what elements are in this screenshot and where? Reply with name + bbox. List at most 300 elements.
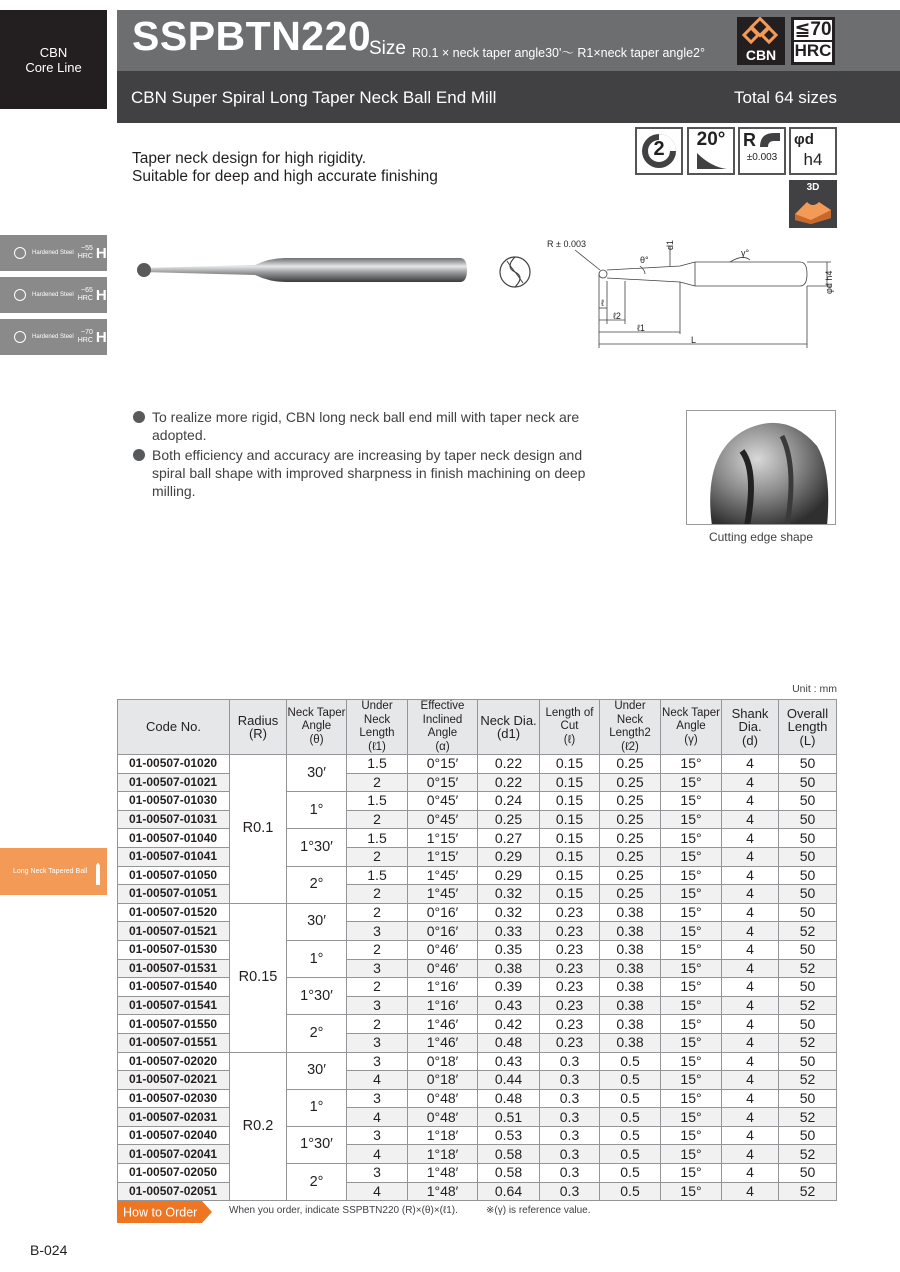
neck-dia-cell: 0.42 [478,1015,540,1034]
neck-taper-angle-cell: 1°30′ [287,978,347,1015]
effective-angle-cell: 0°18′ [408,1052,478,1071]
radius-cell: R0.15 [230,903,287,1052]
under-neck-length-cell: 4 [347,1145,408,1164]
table-row [118,1015,837,1034]
neck-dia-cell: 0.25 [478,810,540,829]
size-label: Size [369,38,406,59]
section-tab-long-neck-tapered-ball[interactable] [0,848,107,895]
under-neck-length-cell: 2 [347,940,408,959]
column-header-line: (θ) [309,733,324,746]
neck-dia-cell: 0.22 [478,773,540,792]
gamma-angle-cell: 15° [661,1033,722,1052]
description-line: Suitable for deep and high accurate finishing [132,168,438,185]
column-header [347,700,408,755]
length-of-cut-cell: 0.3 [540,1145,600,1164]
effective-angle-cell: 0°45′ [408,810,478,829]
column-header-line: (α) [435,740,450,753]
gamma-angle-cell: 15° [661,1089,722,1108]
table-row [118,922,837,941]
neck-taper-angle-cell: 30′ [287,903,347,940]
shank-dia-cell: 4 [722,1126,779,1145]
overall-length-cell: 50 [779,773,837,792]
shank-dia-cell: 4 [722,810,779,829]
under-neck-length2-cell: 0.5 [600,1071,661,1090]
under-neck-length2-cell: 0.38 [600,978,661,997]
column-header-line: Overall [786,705,829,721]
effective-angle-cell: 0°48′ [408,1089,478,1108]
shank-phi-d: φd [794,131,814,148]
overall-length-cell: 52 [779,1182,837,1201]
hrc-badge-unit: HRC [794,41,832,60]
gamma-angle-cell: 15° [661,1071,722,1090]
description-line: Taper neck design for high rigidity. [132,150,367,167]
code-no-cell: 01-00507-01550 [118,1015,230,1034]
helix-angle: 20° [696,129,726,150]
diagram-theta: θ° [640,255,649,265]
table-row [118,1145,837,1164]
neck-taper-angle-cell: 1°30′ [287,829,347,866]
column-header [661,700,722,755]
length-of-cut-cell: 0.15 [540,773,600,792]
overall-length-cell: 50 [779,1052,837,1071]
side-tab-cbn-core-line [0,10,107,109]
code-no-cell: 01-00507-02020 [118,1052,230,1071]
neck-dia-cell: 0.32 [478,885,540,904]
shank-dia-cell: 4 [722,1015,779,1034]
gamma-angle-cell: 15° [661,792,722,811]
hrc-material: Hardened Steel [32,334,74,340]
length-of-cut-cell: 0.23 [540,996,600,1015]
effective-angle-cell: 1°18′ [408,1126,478,1145]
neck-dia-cell: 0.43 [478,1052,540,1071]
code-no-cell: 01-00507-01050 [118,866,230,885]
table-row [118,1126,837,1145]
code-no-cell: 01-00507-02031 [118,1108,230,1127]
table-body [118,755,837,1201]
length-of-cut-cell: 0.15 [540,847,600,866]
under-neck-length-cell: 4 [347,1182,408,1201]
hrc-grade-65 [0,277,107,315]
how-to-order-badge [117,1201,212,1223]
under-neck-length2-cell: 0.38 [600,996,661,1015]
under-neck-length-cell: 3 [347,996,408,1015]
column-header-line: Code No. [146,719,201,735]
under-neck-length2-cell: 0.25 [600,866,661,885]
under-neck-length-cell: 3 [347,1126,408,1145]
code-no-cell: 01-00507-01031 [118,810,230,829]
length-of-cut-cell: 0.15 [540,866,600,885]
table-row [118,1164,837,1183]
shank-dia-cell: 4 [722,1164,779,1183]
hrc-grade-70 [0,319,107,357]
table-row [118,829,837,848]
bullet-item [133,446,608,500]
hrc-badge [791,17,835,65]
overall-length-cell: 52 [779,1071,837,1090]
product-description [132,150,438,186]
under-neck-length2-cell: 0.5 [600,1164,661,1183]
overall-length-cell: 50 [779,1089,837,1108]
overall-length-cell: 50 [779,1164,837,1183]
code-no-cell: 01-00507-02051 [118,1182,230,1201]
effective-angle-cell: 0°48′ [408,1108,478,1127]
shank-dia-cell: 4 [722,922,779,941]
effective-angle-cell: 0°16′ [408,903,478,922]
length-of-cut-cell: 0.3 [540,1089,600,1108]
neck-taper-angle-cell: 30′ [287,1052,347,1089]
reference-note: ※(γ) is reference value. [486,1205,591,1216]
table-row [118,1033,837,1052]
side-tab-line2: Core Line [25,59,82,75]
code-no-cell: 01-00507-01051 [118,885,230,904]
code-no-cell: 01-00507-01540 [118,978,230,997]
cutting-edge-photo [686,410,836,525]
column-header-line: Effective [420,700,465,712]
ring-icon [14,289,26,301]
helix-angle-icon [687,127,735,175]
column-header-line: Shank [731,705,769,721]
under-neck-length-cell: 3 [347,1089,408,1108]
column-header-line: Length [359,727,395,739]
shank-dia-cell: 4 [722,773,779,792]
neck-taper-angle-cell: 2° [287,1015,347,1052]
table-row [118,755,837,774]
table-row [118,1052,837,1071]
diagram-d-h4: φd h4 [824,270,834,294]
column-header-line: Inclined Angle [422,713,463,739]
shank-dia-cell: 4 [722,755,779,774]
shank-dia-cell: 4 [722,866,779,885]
cbn-badge-label: CBN [745,47,777,63]
table-row [118,773,837,792]
overall-length-cell: 50 [779,810,837,829]
column-header-line: (R) [248,726,268,741]
table-row [118,1071,837,1090]
shank-dia-cell: 4 [722,1052,779,1071]
under-neck-length-cell: 3 [347,1164,408,1183]
column-header-line: Neck Taper [287,706,346,719]
shank-dia-cell: 4 [722,978,779,997]
effective-angle-cell: 1°16′ [408,996,478,1015]
neck-taper-angle-cell: 2° [287,1164,347,1201]
diagram-L: L [691,335,697,345]
3d-machining-icon [789,180,837,228]
overall-length-cell: 50 [779,1126,837,1145]
length-of-cut-cell: 0.15 [540,792,600,811]
end-view-icon [497,255,533,289]
neck-taper-angle-cell: 1° [287,940,347,977]
hrc-grade-letter: H [95,286,107,304]
code-no-cell: 01-00507-01531 [118,959,230,978]
table-row [118,885,837,904]
column-header-line: Length2 [609,727,651,739]
column-header-line: (ℓ2) [621,740,639,753]
overall-length-cell: 52 [779,922,837,941]
effective-angle-cell: 0°16′ [408,922,478,941]
neck-dia-cell: 0.38 [478,959,540,978]
neck-dia-cell: 0.39 [478,978,540,997]
under-neck-length2-cell: 0.25 [600,810,661,829]
neck-dia-cell: 0.29 [478,866,540,885]
shank-dia-cell: 4 [722,1145,779,1164]
overall-length-cell: 52 [779,959,837,978]
effective-angle-cell: 1°48′ [408,1182,478,1201]
table-row [118,940,837,959]
column-header [600,700,661,755]
hrc-unit: HRC [77,337,93,344]
column-header-line: (ℓ) [563,733,576,746]
shank-dia-cell: 4 [722,1108,779,1127]
shank-dia-cell: 4 [722,959,779,978]
length-of-cut-cell: 0.23 [540,1015,600,1034]
code-no-cell: 01-00507-01030 [118,792,230,811]
page-number: B-024 [30,1242,68,1258]
gamma-angle-cell: 15° [661,1182,722,1201]
length-of-cut-cell: 0.15 [540,829,600,848]
column-header-line: (ℓ1) [368,740,386,753]
table-row [118,903,837,922]
length-of-cut-cell: 0.3 [540,1071,600,1090]
radius-tolerance: ±0.003 [746,152,778,163]
two-flute-icon [635,127,683,175]
table-row [118,959,837,978]
overall-length-cell: 50 [779,903,837,922]
code-no-cell: 01-00507-01521 [118,922,230,941]
under-neck-length2-cell: 0.5 [600,1108,661,1127]
under-neck-length-cell: 4 [347,1071,408,1090]
column-header-line: Neck Dia. [480,712,537,728]
under-neck-length-cell: 2 [347,810,408,829]
neck-dia-cell: 0.24 [478,792,540,811]
under-neck-length-cell: 3 [347,1033,408,1052]
gamma-angle-cell: 15° [661,1052,722,1071]
gamma-angle-cell: 15° [661,978,722,997]
column-header-line: Neck Taper [662,706,720,719]
overall-length-cell: 50 [779,1015,837,1034]
table-row [118,1108,837,1127]
code-no-cell: 01-00507-01040 [118,829,230,848]
gamma-angle-cell: 15° [661,996,722,1015]
bullet-text: Both efficiency and accuracy are increasing by taper neck design and spiral ball shape with improved sharpness in finish machining on deep milling. [152,447,586,499]
under-neck-length2-cell: 0.5 [600,1182,661,1201]
effective-angle-cell: 0°45′ [408,792,478,811]
diagram-l2: ℓ2 [613,311,621,321]
effective-angle-cell: 1°45′ [408,866,478,885]
overall-length-cell: 50 [779,885,837,904]
overall-length-cell: 52 [779,1108,837,1127]
table-row [118,978,837,997]
gamma-angle-cell: 15° [661,903,722,922]
neck-dia-cell: 0.48 [478,1089,540,1108]
product-title: SSPBTN220 [132,13,372,59]
effective-angle-cell: 1°16′ [408,978,478,997]
neck-dia-cell: 0.32 [478,903,540,922]
overall-length-cell: 50 [779,866,837,885]
length-of-cut-cell: 0.3 [540,1164,600,1183]
under-neck-length-cell: 2 [347,847,408,866]
diagram-d1: d1 [665,239,675,250]
under-neck-length2-cell: 0.5 [600,1126,661,1145]
overall-length-cell: 50 [779,792,837,811]
neck-dia-cell: 0.43 [478,996,540,1015]
column-header [722,700,779,755]
table-row [118,810,837,829]
diagram-r-tol: R ± 0.003 [547,239,586,249]
overall-length-cell: 50 [779,940,837,959]
column-header-line: (d1) [496,726,521,741]
overall-length-cell: 50 [779,978,837,997]
gamma-angle-cell: 15° [661,755,722,774]
gamma-angle-cell: 15° [661,922,722,941]
effective-angle-cell: 0°46′ [408,940,478,959]
column-header-line: Radius [237,712,279,728]
neck-dia-cell: 0.53 [478,1126,540,1145]
under-neck-length2-cell: 0.25 [600,773,661,792]
length-of-cut-cell: 0.23 [540,1033,600,1052]
neck-dia-cell: 0.48 [478,1033,540,1052]
hrc-grade-letter: H [95,328,107,346]
length-of-cut-cell: 0.3 [540,1126,600,1145]
under-neck-length2-cell: 0.38 [600,903,661,922]
shank-dia-cell: 4 [722,1089,779,1108]
hrc-value: ~55 [81,245,93,252]
effective-angle-cell: 1°46′ [408,1033,478,1052]
under-neck-length2-cell: 0.5 [600,1089,661,1108]
neck-dia-cell: 0.44 [478,1071,540,1090]
shank-dia-cell: 4 [722,885,779,904]
gamma-angle-cell: 15° [661,1015,722,1034]
shank-tolerance-icon [789,127,837,175]
gamma-angle-cell: 15° [661,866,722,885]
table-row [118,792,837,811]
length-of-cut-cell: 0.3 [540,1182,600,1201]
column-header [540,700,600,755]
neck-dia-cell: 0.35 [478,940,540,959]
under-neck-length-cell: 2 [347,1015,408,1034]
length-of-cut-cell: 0.15 [540,885,600,904]
under-neck-length-cell: 4 [347,1108,408,1127]
flute-count: 2 [653,138,665,160]
under-neck-length2-cell: 0.38 [600,940,661,959]
gamma-angle-cell: 15° [661,1126,722,1145]
shank-dia-cell: 4 [722,847,779,866]
effective-angle-cell: 1°46′ [408,1015,478,1034]
length-of-cut-cell: 0.23 [540,903,600,922]
overall-length-cell: 50 [779,847,837,866]
under-neck-length-cell: 2 [347,903,408,922]
effective-angle-cell: 1°15′ [408,829,478,848]
diagram-l: ℓ [601,298,604,308]
ring-icon [14,331,26,343]
gamma-angle-cell: 15° [661,810,722,829]
bullet-dot-icon [133,449,145,461]
column-header [118,700,230,755]
neck-dia-cell: 0.58 [478,1164,540,1183]
dimension-diagram [545,236,845,356]
cbn-badge [737,17,785,65]
radius-tolerance-icon [738,127,786,175]
column-header [478,700,540,755]
bullet-item [133,408,608,444]
under-neck-length-cell: 3 [347,959,408,978]
column-header-line: Dia. [738,719,762,735]
hrc-grade-55 [0,235,107,273]
gamma-angle-cell: 15° [661,847,722,866]
radius-letter: R [743,130,756,150]
neck-taper-angle-cell: 1° [287,1089,347,1126]
under-neck-length2-cell: 0.38 [600,959,661,978]
tool-image [135,248,470,293]
code-no-cell: 01-00507-02030 [118,1089,230,1108]
hrc-unit: HRC [77,253,93,260]
hrc-value: ~65 [81,287,93,294]
neck-taper-angle-cell: 1° [287,792,347,829]
column-header-line: Length [787,719,828,735]
code-no-cell: 01-00507-01551 [118,1033,230,1052]
length-of-cut-cell: 0.3 [540,1052,600,1071]
column-header-line: (d) [742,732,758,748]
bullet-text: To realize more rigid, CBN long neck ball end mill with taper neck are adopted. [152,409,580,443]
hrc-material: Hardened Steel [32,292,74,298]
table-row [118,866,837,885]
effective-angle-cell: 0°15′ [408,773,478,792]
neck-dia-cell: 0.51 [478,1108,540,1127]
gamma-angle-cell: 15° [661,1108,722,1127]
overall-length-cell: 52 [779,1145,837,1164]
hrc-value: ~70 [81,329,93,336]
shank-tolerance: h4 [803,150,823,169]
radius-cell: R0.2 [230,1052,287,1201]
gamma-angle-cell: 15° [661,1164,722,1183]
overall-length-cell: 50 [779,755,837,774]
code-no-cell: 01-00507-01541 [118,996,230,1015]
gamma-angle-cell: 15° [661,773,722,792]
length-of-cut-cell: 0.23 [540,940,600,959]
under-neck-length2-cell: 0.25 [600,847,661,866]
neck-dia-cell: 0.27 [478,829,540,848]
effective-angle-cell: 1°45′ [408,885,478,904]
neck-dia-cell: 0.29 [478,847,540,866]
shank-dia-cell: 4 [722,1182,779,1201]
shank-dia-cell: 4 [722,829,779,848]
column-header [408,700,478,755]
neck-taper-angle-cell: 2° [287,866,347,903]
shank-dia-cell: 4 [722,1033,779,1052]
shank-dia-cell: 4 [722,903,779,922]
column-header-line: Angle [676,720,706,733]
code-no-cell: 01-00507-01021 [118,773,230,792]
under-neck-length-cell: 1.5 [347,829,408,848]
gamma-angle-cell: 15° [661,959,722,978]
under-neck-length2-cell: 0.5 [600,1052,661,1071]
under-neck-length2-cell: 0.25 [600,792,661,811]
table-row [118,1182,837,1201]
size-range: R0.1 × neck taper angle30'～ R1×neck taper angle2° [412,46,705,60]
table-row [118,847,837,866]
under-neck-length2-cell: 0.38 [600,1033,661,1052]
column-header-line: (γ) [684,733,698,746]
column-header-line: (L) [799,732,816,748]
total-sizes: Total 64 sizes [734,88,837,107]
code-no-cell: 01-00507-01041 [118,847,230,866]
how-to-order-label: How to Order [123,1205,198,1220]
photo-caption: Cutting edge shape [708,530,814,544]
neck-dia-cell: 0.33 [478,922,540,941]
length-of-cut-cell: 0.15 [540,755,600,774]
gamma-angle-cell: 15° [661,940,722,959]
ball-nose-icon [758,131,782,149]
shank-dia-cell: 4 [722,940,779,959]
